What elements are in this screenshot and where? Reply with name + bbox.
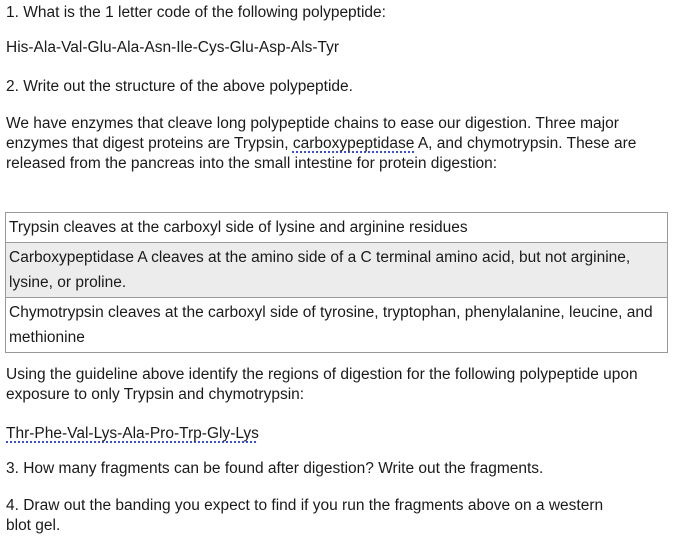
polypeptide-sequence-2: Thr-Phe-Val-Lys-Ala-Pro-Trp-Gly-Lys: [6, 425, 259, 442]
enzyme-table: [5, 212, 668, 353]
intro-text: We have enzymes that cleave long polypeptide chains to ease our digestion. Three major enzymes that digest proteins are Trypsin,: [6, 115, 619, 152]
table-row: [6, 213, 668, 243]
question-3: 3. How many fragments can be found after digestion? Write out the fragments.: [6, 460, 544, 477]
enzyme-intro-paragraph: [6, 114, 666, 174]
spellcheck-word: carboxypeptidase: [292, 135, 415, 152]
question-2: 2. Write out the structure of the above polypeptide.: [6, 78, 353, 95]
table-row: [6, 298, 668, 353]
polypeptide-sequence-1: His-Ala-Val-Glu-Ala-Asn-Ile-Cys-Glu-Asp-Als-Tyr: [6, 39, 340, 56]
table-cell-chymotrypsin: Chymotrypsin cleaves at the carboxyl side of tyrosine, tryptophan, phenylalanine, leucine, and methionine: [6, 298, 668, 353]
guideline-paragraph: Using the guideline above identify the regions of digestion for the following polypeptide upon exposure to only Trypsin and chymotrypsin:: [6, 366, 638, 403]
intro-text-end: A, and chymotrypsin. These are released from the pancreas into the small intestine for protein digestion:: [6, 135, 637, 172]
table-cell-trypsin: Trypsin cleaves at the carboxyl side of lysine and arginine residues: [6, 213, 668, 243]
table-cell-carboxypeptidase: Carboxypeptidase A cleaves at the amino side of a C terminal amino acid, but not arginine, lysine, or proline.: [6, 243, 668, 298]
table-row: [6, 243, 668, 298]
question-1: 1. What is the 1 letter code of the following polypeptide:: [6, 4, 386, 21]
question-4: 4. Draw out the banding you expect to find if you run the fragments above on a western blot gel.: [6, 497, 604, 534]
